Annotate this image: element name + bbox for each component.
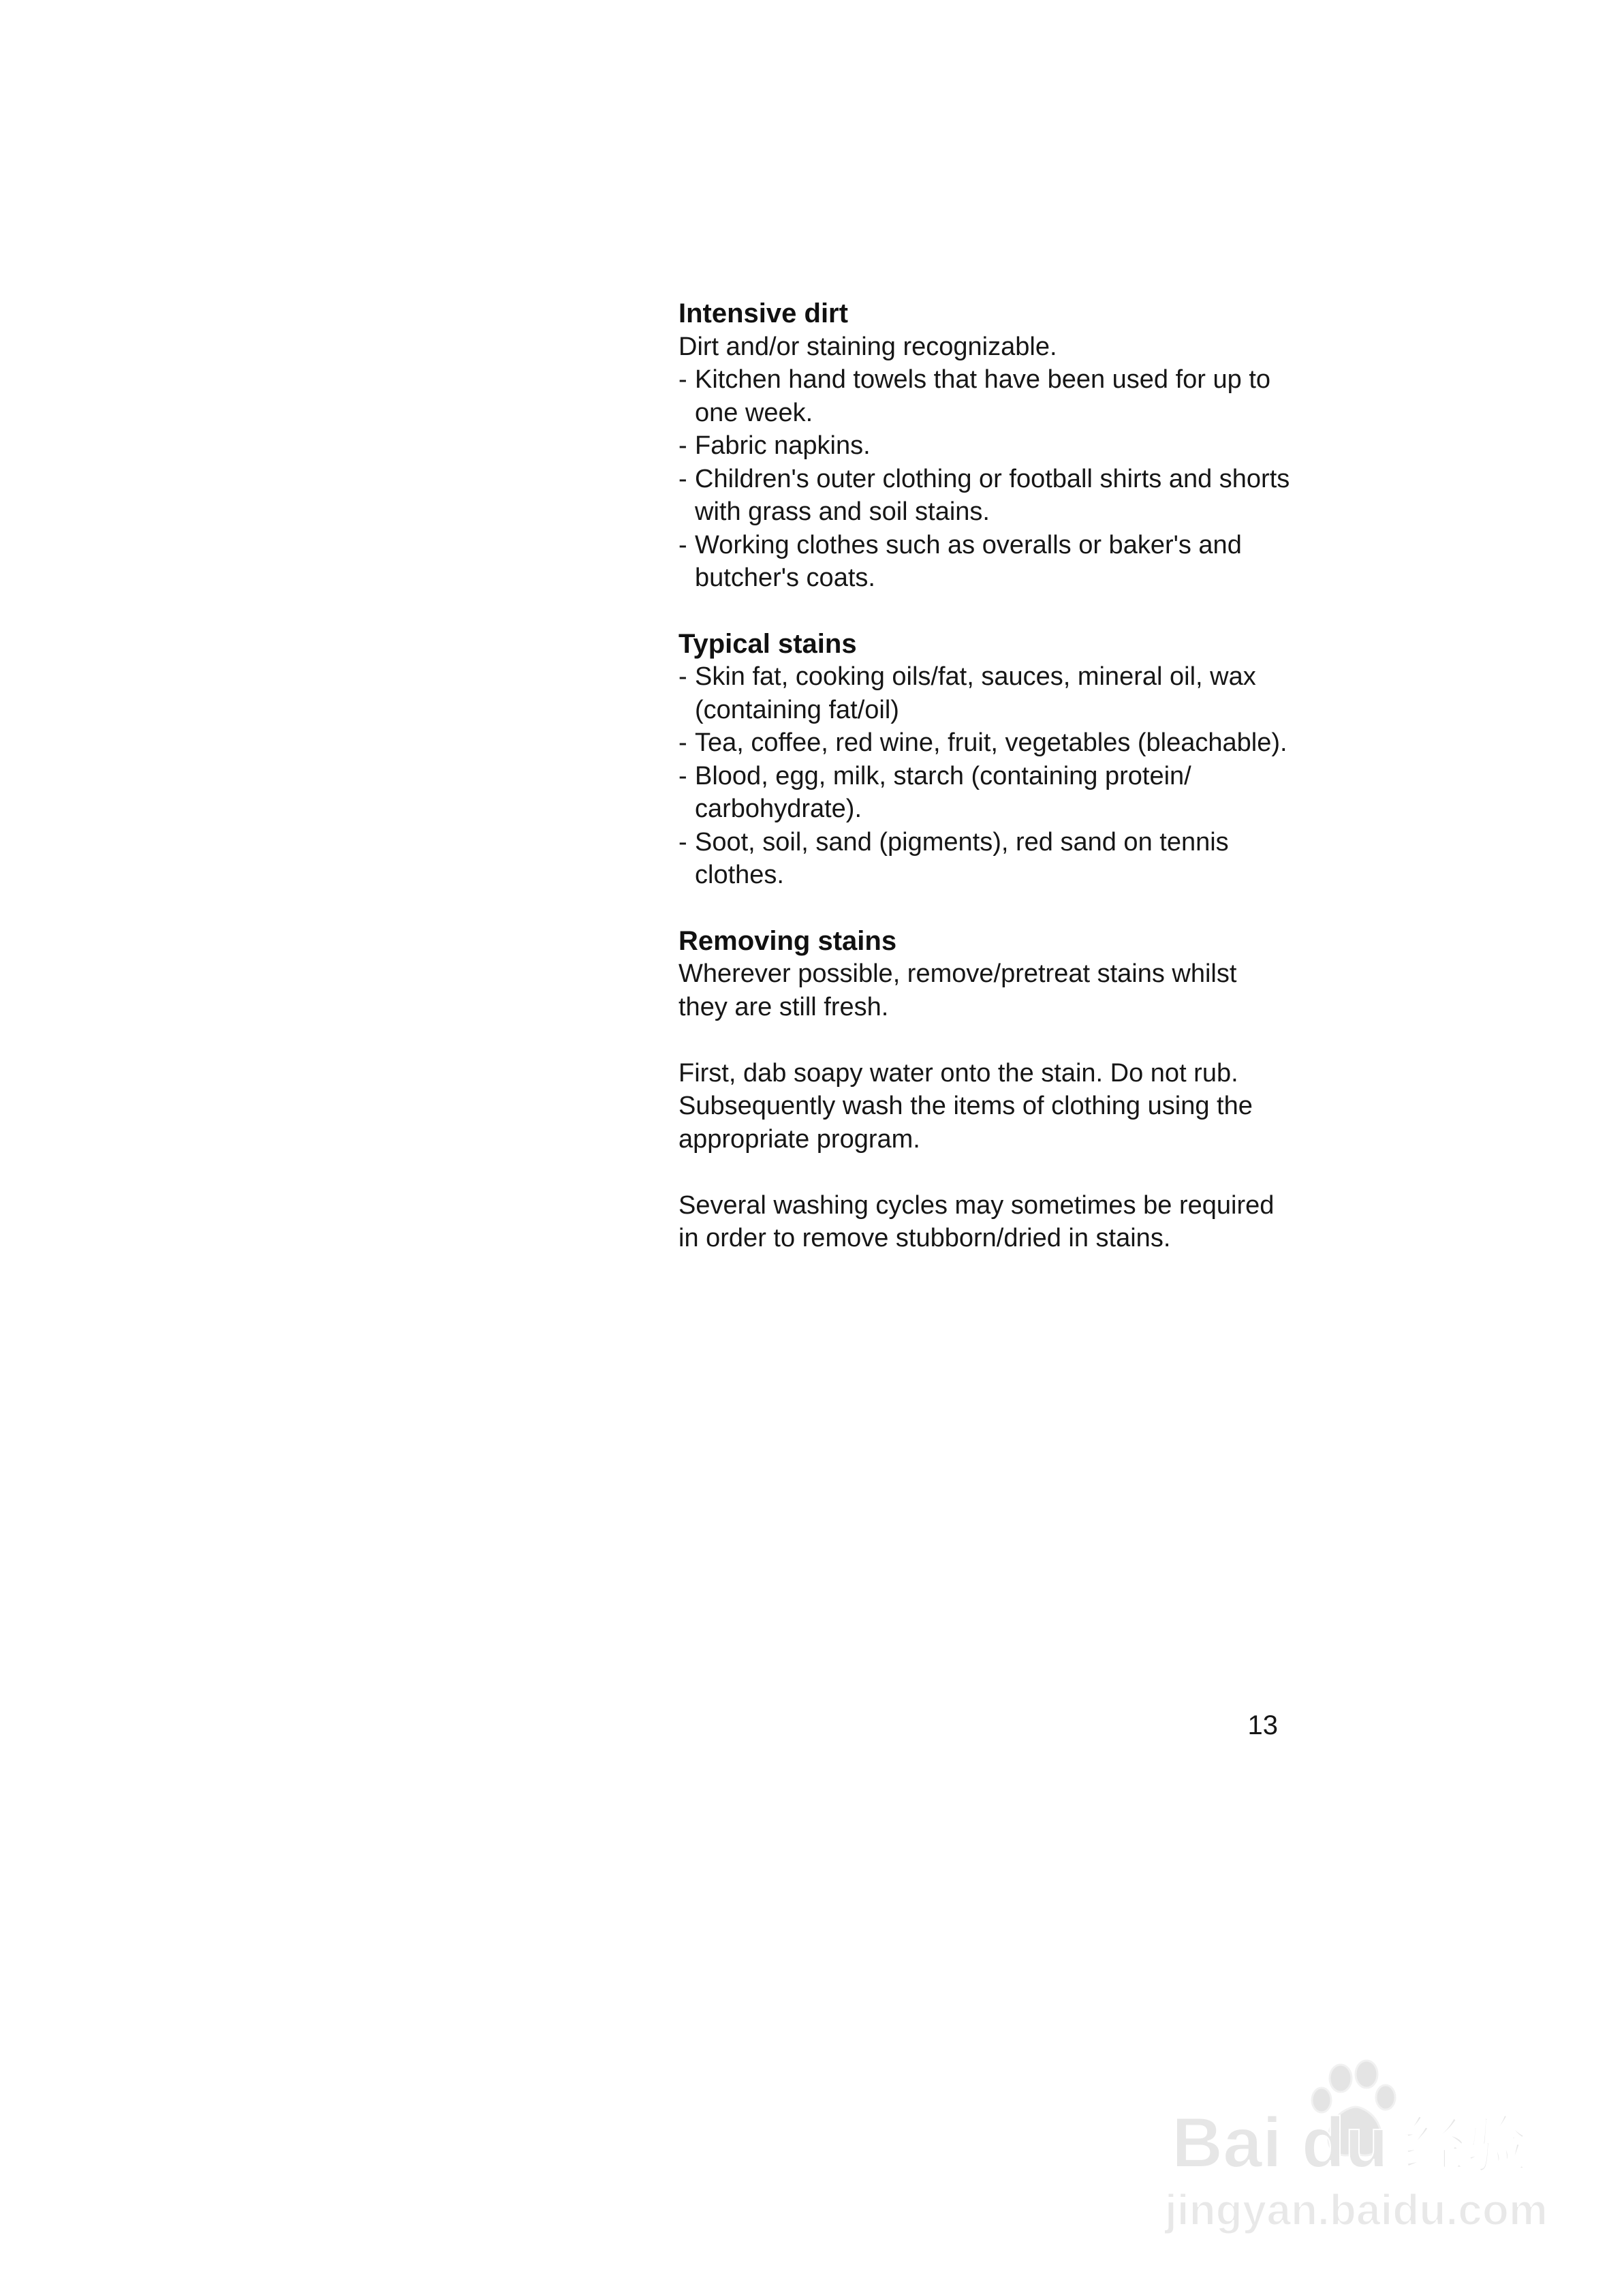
list-item: - Working clothes such as overalls or baker's and butcher's coats. — [678, 529, 1292, 595]
intensive-dirt-intro: Dirt and/or staining recognizable. — [678, 332, 1057, 361]
watermark-brand: Bai du — [1172, 2104, 1388, 2183]
removing-stains-paragraph: First, dab soapy water onto the stain. Do not rub. — [678, 1058, 1238, 1088]
section-typical-stains — [678, 628, 1292, 892]
list-item: - Soot, soil, sand (pigments), red sand on tennis clothes. — [678, 826, 1292, 892]
list-item: - Children's outer clothing or football shirts and shorts with grass and soil stains. — [678, 463, 1292, 529]
heading-removing-stains: Removing stains — [678, 925, 897, 956]
list-item: - Skin fat, cooking oils/fat, sauces, mineral oil, wax (containing fat/oil) — [678, 660, 1292, 726]
baidu-paw-logo-icon — [1158, 2058, 1567, 2262]
watermark-cn: 经验 — [1403, 2109, 1529, 2182]
list-item: - Blood, egg, milk, starch (containing protein/ carbohydrate). — [678, 760, 1292, 826]
heading-intensive-dirt: Intensive dirt — [678, 298, 848, 328]
heading-typical-stains: Typical stains — [678, 628, 857, 659]
section-intensive-dirt — [678, 297, 1292, 595]
list-item: - Kitchen hand towels that have been used for up to one week. — [678, 363, 1292, 429]
intensive-dirt-list — [678, 363, 1292, 595]
section-removing-stains — [678, 925, 1292, 1255]
watermark-url: jingyan.baidu.com — [1165, 2185, 1548, 2234]
list-item: - Tea, coffee, red wine, fruit, vegetables (bleachable). — [678, 726, 1292, 760]
removing-stains-paragraph: Wherever possible, remove/pretreat stains whilst they are still fresh. — [678, 959, 1237, 1021]
list-item: - Fabric napkins. — [678, 429, 1292, 463]
page-number: 13 — [1247, 1710, 1278, 1740]
removing-stains-paragraph: Several washing cycles may sometimes be required in order to remove stubborn/dried in stains. — [678, 1190, 1275, 1252]
typical-stains-list — [678, 660, 1292, 892]
main-content — [678, 297, 1292, 1255]
removing-stains-paragraph: Subsequently wash the items of clothing using the appropriate program. — [678, 1092, 1253, 1154]
baidu-watermark — [1158, 2058, 1567, 2262]
